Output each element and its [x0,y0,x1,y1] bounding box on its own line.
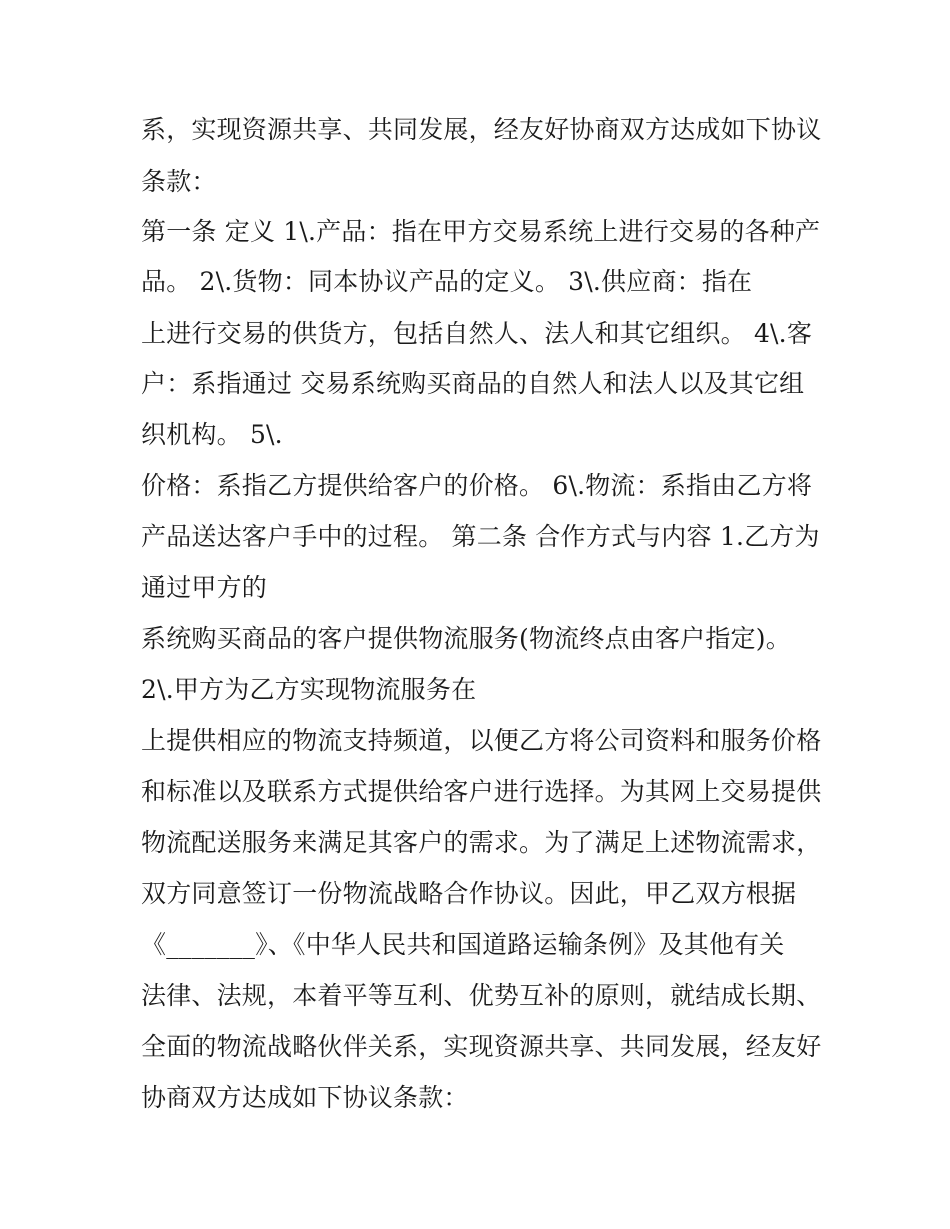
text-line: 《_______》、《中华人民共和国道路运输条例》及其他有关 [141,930,785,959]
text-line: 和标准以及联系方式提供给客户进行选择。为其网上交易提供 [141,777,822,806]
text-line: 上进行交易的供货方，包括自然人、法人和其它组织。 4\.客 [141,319,813,348]
text-line: 户：系指通过 交易系统购买商品的自然人和法人以及其它组 [141,369,805,398]
text-line: 第一条 定义 1\.产品：指在甲方交易系统上进行交易的各种产 [141,217,821,246]
text-line: 全面的物流战略伙伴关系，实现资源共享、共同发展，经友好 [141,1032,822,1061]
text-line: 系统购买商品的客户提供物流服务(物流终点由客户指定)。 [141,624,791,653]
text-line: 价格：系指乙方提供给客户的价格。 6\.物流：系指由乙方将 [141,471,813,500]
text-line: 系，实现资源共享、共同发展，经友好协商双方达成如下协议 [141,115,822,144]
text-line: 产品送达客户手中的过程。 第二条 合作方式与内容 1.乙方为 [141,522,820,551]
text-line: 上提供相应的物流支持频道，以便乙方将公司资料和服务价格 [141,726,822,755]
text-line: 2\.甲方为乙方实现物流服务在 [141,675,477,704]
text-line: 物流配送服务来满足其客户的需求。为了满足上述物流需求， [141,828,822,857]
text-line: 品。 2\.货物：同本协议产品的定义。 3\.供应商：指在 [141,267,753,296]
text-line: 双方同意签订一份物流战略合作协议。因此，甲乙双方根据 [141,879,797,908]
text-line: 条款： [141,167,217,196]
text-line: 织机构。 5\. [141,420,283,449]
text-line: 法律、法规，本着平等互利、优势互补的原则，就结成长期、 [141,981,822,1010]
text-line: 协商双方达成如下协议条款： [141,1083,469,1112]
text-line: 通过甲方的 [141,573,268,602]
